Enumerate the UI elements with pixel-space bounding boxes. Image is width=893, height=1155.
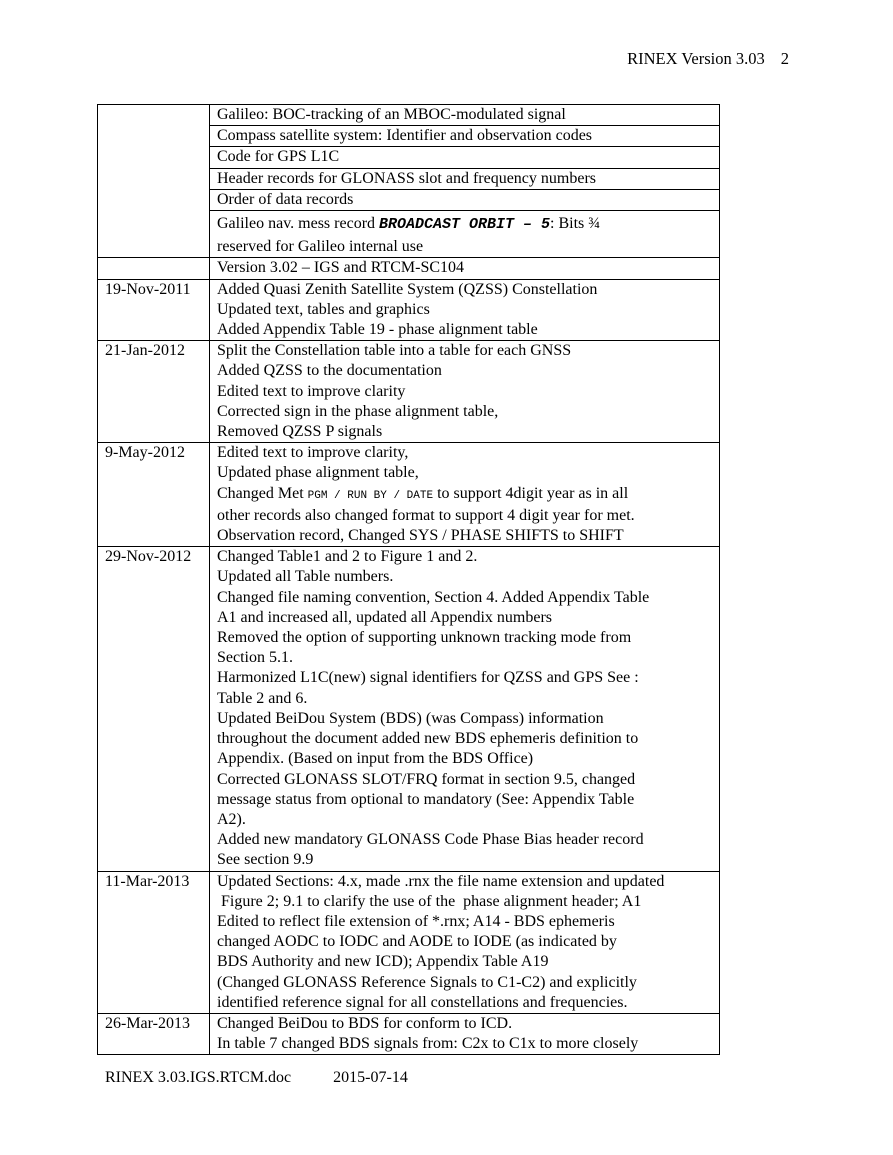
description-line: (Changed GLONASS Reference Signals to C1-C2) and explicitly — [217, 973, 637, 991]
table-row — [98, 105, 720, 126]
description-cell — [210, 547, 720, 871]
description-line: Changed BeiDou to BDS for conform to ICD. — [217, 1014, 513, 1032]
description-line: Edited text to improve clarity, — [217, 444, 409, 462]
description-line: Added Quasi Zenith Satellite System (QZSS) Constellation — [217, 280, 598, 298]
description-line: identified reference signal for all constellations and frequencies. — [217, 993, 628, 1011]
version-heading: Version 3.02 – IGS and RTCM-SC104 — [217, 259, 465, 277]
date-cell — [98, 443, 210, 547]
header-title: RINEX Version 3.03 — [627, 49, 765, 68]
description-line: throughout the document added new BDS ephemeris definition to — [217, 730, 639, 748]
date-cell — [98, 258, 210, 279]
revision-date: 9-May-2012 — [105, 444, 185, 462]
description-cell — [210, 279, 720, 341]
description-cell — [210, 443, 720, 547]
revision-history-table — [97, 104, 720, 1055]
description-line: A1 and increased all, updated all Appendix numbers — [217, 608, 553, 626]
description-line: Edited to reflect file extension of *.rnx; A14 - BDS ephemeris — [217, 912, 615, 930]
description-line: A2). — [217, 810, 246, 828]
revision-date: 21-Jan-2012 — [105, 342, 185, 360]
text-segment: Galileo nav. mess record — [217, 215, 380, 233]
text-segment: Changed Met — [217, 484, 308, 502]
description-line: Harmonized L1C(new) signal identifiers for QZSS and GPS See : — [217, 669, 639, 687]
description-cell — [210, 1013, 720, 1054]
description-cell — [210, 126, 720, 147]
description-line — [217, 211, 719, 235]
description-cell — [210, 871, 720, 1013]
record-code: PGM / RUN BY / DATE — [307, 489, 434, 502]
table-row — [98, 1013, 720, 1054]
footer-filename: RINEX 3.03.IGS.RTCM.doc — [105, 1069, 292, 1086]
description-line: Observation record, Changed SYS / PHASE SHIFTS to SHIFT — [217, 527, 624, 545]
revision-date: 29-Nov-2012 — [105, 548, 192, 566]
description-line: changed AODC to IODC and AODE to IODE (as indicated by — [217, 933, 617, 951]
date-cell — [98, 105, 210, 258]
text-segment: to support 4digit year as in all — [433, 484, 629, 502]
table-row — [98, 443, 720, 547]
table-row — [98, 871, 720, 1013]
description-line: Added new mandatory GLONASS Code Phase Bias header record — [217, 831, 644, 849]
description-line: Table 2 and 6. — [217, 689, 308, 707]
text-segment: : Bits ¾ — [550, 215, 601, 233]
description-line: Corrected sign in the phase alignment table, — [217, 402, 499, 420]
description-line: BDS Authority and new ICD); Appendix Table A19 — [217, 953, 549, 971]
date-cell — [98, 871, 210, 1013]
description-line: Code for GPS L1C — [217, 148, 340, 166]
description-line: reserved for Galileo internal use — [217, 238, 424, 256]
description-line: Updated phase alignment table, — [217, 464, 419, 482]
description-line — [217, 484, 719, 506]
footer-date: 2015-07-14 — [333, 1069, 408, 1086]
description-cell — [210, 258, 720, 279]
date-cell — [98, 1013, 210, 1054]
description-line: Compass satellite system: Identifier and observation codes — [217, 127, 593, 145]
description-line: Removed the option of supporting unknown tracking mode from — [217, 629, 632, 647]
table-row — [98, 258, 720, 279]
description-line: See section 9.9 — [217, 851, 314, 869]
description-line: Appendix. (Based on input from the BDS Office) — [217, 750, 534, 768]
description-line: In table 7 changed BDS signals from: C2x to C1x to more closely — [217, 1035, 639, 1053]
record-code: BROADCAST ORBIT – 5 — [379, 216, 551, 234]
description-line: message status from optional to mandatory (See: Appendix Table — [217, 790, 635, 808]
description-line: Changed file naming convention, Section 4. Added Appendix Table — [217, 588, 650, 606]
description-cell — [210, 105, 720, 126]
description-line: Figure 2; 9.1 to clarify the use of the phase alignment header; A1 — [217, 892, 642, 910]
running-header — [627, 49, 789, 69]
date-cell — [98, 341, 210, 443]
description-cell — [210, 341, 720, 443]
description-line: Added Appendix Table 19 - phase alignment table — [217, 321, 538, 339]
description-line: Galileo: BOC-tracking of an MBOC-modulated signal — [217, 106, 566, 123]
description-line: Header records for GLONASS slot and frequency numbers — [217, 169, 596, 187]
revision-date: 19-Nov-2011 — [105, 280, 191, 298]
description-line: Updated all Table numbers. — [217, 568, 394, 586]
description-cell — [210, 211, 720, 258]
description-line: Added QZSS to the documentation — [217, 362, 442, 380]
description-line: Updated BeiDou System (BDS) (was Compass) information — [217, 709, 604, 727]
date-cell — [98, 547, 210, 871]
description-line: Split the Constellation table into a table for each GNSS — [217, 342, 572, 360]
description-line: Updated Sections: 4.x, made .rnx the file name extension and updated — [217, 872, 665, 890]
description-cell — [210, 189, 720, 210]
description-line: Corrected GLONASS SLOT/FRQ format in section 9.5, changed — [217, 770, 636, 788]
description-line: Order of data records — [217, 190, 354, 208]
description-line: Changed Table1 and 2 to Figure 1 and 2. — [217, 548, 478, 566]
revision-date: 11-Mar-2013 — [105, 872, 190, 890]
running-footer — [105, 1069, 408, 1087]
table-row — [98, 279, 720, 341]
page-number: 2 — [780, 49, 789, 68]
date-cell — [98, 279, 210, 341]
description-line: Edited text to improve clarity — [217, 382, 406, 400]
description-line: other records also changed format to support 4 digit year for met. — [217, 506, 635, 524]
table-row — [98, 341, 720, 443]
description-cell — [210, 168, 720, 189]
description-line: Removed QZSS P signals — [217, 423, 383, 441]
description-line: Updated text, tables and graphics — [217, 300, 430, 318]
revision-date: 26-Mar-2013 — [105, 1014, 190, 1032]
description-line: Section 5.1. — [217, 649, 293, 667]
table-row — [98, 547, 720, 871]
description-cell — [210, 147, 720, 168]
